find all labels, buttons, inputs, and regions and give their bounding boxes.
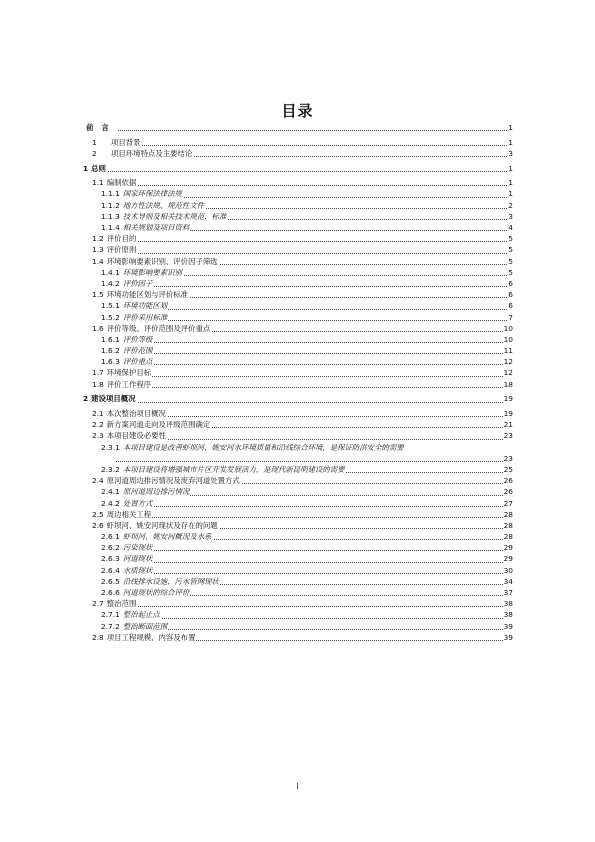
toc-entry-label: [83, 577, 220, 586]
toc-entry-page: 11: [503, 346, 513, 356]
toc-entry-number: 1.1.4: [101, 223, 120, 232]
toc-entry-number: 2.4: [92, 476, 104, 486]
toc-entry-number: 1.5: [92, 290, 104, 300]
toc-entry[interactable]: [83, 122, 513, 133]
toc-entry-number: 1.4.2: [101, 278, 120, 288]
toc-entry[interactable]: [83, 289, 513, 300]
toc-entry-number: 1.3: [92, 245, 104, 255]
toc-leader-dots: [83, 402, 513, 403]
toc-entry[interactable]: [83, 163, 513, 174]
toc-entry-number: 1.1: [92, 178, 104, 188]
toc-entry[interactable]: [83, 453, 513, 464]
toc-entry[interactable]: [83, 211, 513, 222]
toc-entry-title: 整治范围: [106, 599, 137, 609]
toc-entry[interactable]: [83, 419, 513, 430]
toc-entry-number: 1.1.1: [101, 189, 120, 199]
toc-entry[interactable]: [83, 356, 513, 367]
toc-entry[interactable]: [83, 233, 513, 244]
toc-entry-title: 评价工作程序: [106, 379, 152, 389]
toc-entry-page: 39: [503, 632, 513, 642]
toc-entry[interactable]: [83, 621, 513, 632]
toc-entry-title: 污染现状: [122, 543, 153, 553]
toc-entry-page: 5: [508, 256, 513, 266]
toc-entry-title: 评价等级: [122, 334, 153, 344]
toc-entry-label: [83, 510, 152, 519]
toc-entry-title: 整治断面范围: [122, 621, 168, 631]
toc-leader-dots: [83, 130, 513, 131]
toc-entry-page: 29: [503, 543, 513, 553]
toc-entry-page: 19: [503, 409, 513, 418]
toc-entry-number: 1.4: [92, 256, 104, 266]
toc-entry-page: 30: [503, 565, 513, 575]
toc-entry-title: 虾坝河、姚安河概况及水系: [122, 532, 212, 542]
toc-entry-number: 2.7.2: [101, 621, 120, 631]
toc-entry-label: [83, 346, 153, 355]
toc-entry-title: 评价范围: [122, 346, 153, 356]
toc-entry-page: 5: [508, 267, 513, 277]
toc-entry-label: [83, 380, 152, 389]
toc-entry-title: 环境功能区划与评价标准: [106, 290, 189, 300]
toc-entry-page: 26: [503, 476, 513, 486]
toc-entry-title: 河道现状: [122, 554, 153, 564]
toc-entry-label: [83, 599, 137, 608]
toc-entry-number: 2.7: [92, 599, 104, 609]
toc-entry-title: 虾坝河、姚安河现状及存在的问题: [106, 520, 218, 530]
toc-entry-title: 评价等级、评价范围及评价重点: [106, 323, 211, 333]
toc-entry-label: [83, 335, 153, 344]
toc-entry-page: 5: [508, 234, 513, 244]
toc-entry[interactable]: [83, 430, 513, 441]
toc-entry[interactable]: [83, 323, 513, 334]
toc-entry[interactable]: [83, 553, 513, 564]
toc-entry-number: 1.6.1: [101, 334, 120, 344]
toc-entry-title: 处置方式: [122, 498, 153, 508]
toc-entry[interactable]: [83, 256, 513, 267]
toc-entry-number: 2.2: [92, 420, 104, 430]
toc-entry-number: 1.1.2: [101, 200, 120, 210]
toc-entry[interactable]: [83, 632, 513, 643]
page-title: 目录: [281, 102, 314, 120]
toc-entry[interactable]: [83, 393, 513, 404]
toc-entry[interactable]: [83, 137, 513, 148]
toc-entry-label: [83, 521, 219, 530]
toc-entry-title: 建设项目概况: [91, 394, 136, 404]
toc-entry[interactable]: [83, 177, 513, 188]
toc-entry-title: 总则: [91, 163, 106, 173]
toc-entry-title: 国家环保法律法规: [122, 189, 182, 199]
toc-entry-title: 评价重点: [122, 357, 153, 367]
toc-entry-title: 本项目建设是改善虾坝河、姚安河水环境质量和沿线综合环境，是保证防洪安全的需要: [122, 442, 404, 452]
toc-entry[interactable]: [83, 486, 513, 497]
toc-entry-label: [83, 633, 196, 642]
toc-entry-label: [83, 324, 211, 333]
toc-entry[interactable]: [83, 408, 513, 419]
toc-entry[interactable]: [83, 531, 513, 542]
toc-entry-label: [83, 566, 153, 575]
toc-entry-number: 1.6: [92, 323, 104, 333]
toc-entry-page: 7: [508, 312, 513, 322]
toc-entry-title: 河道现状的综合评价: [122, 588, 190, 597]
toc-entry-label: [83, 301, 168, 310]
toc-entry[interactable]: [83, 278, 513, 289]
toc-entry-number: 2.6: [92, 520, 104, 530]
toc-entry-page: 2: [508, 200, 513, 210]
toc-entry[interactable]: [83, 334, 513, 345]
toc-entry-label: [83, 357, 153, 366]
toc-entry-title: 项目背景: [111, 137, 141, 147]
toc-entry-page: 1: [508, 189, 513, 199]
toc-entry-page: 5: [508, 245, 513, 255]
toc-entry[interactable]: [83, 475, 513, 486]
toc-entry-page: 25: [503, 464, 513, 474]
toc-entry-title: 原河道周边排污情况: [122, 487, 190, 497]
toc-entry-title: 地方性法规、规范性文件: [122, 200, 205, 210]
toc-entry-number: 2.6.2: [101, 543, 120, 553]
toc-entry-number: 2.8: [92, 632, 104, 642]
toc-entry-number: 2: [92, 148, 97, 158]
toc-entry-page: 12: [503, 357, 513, 367]
toc-entry-title: 前言: [86, 123, 117, 132]
toc-entry-number: 1.5.2: [101, 312, 120, 322]
toc-leader-dots: [83, 145, 513, 146]
toc-entry-title: 本项目建设将增强城市片区开发发展活力，是现代新昆明建设的需要: [122, 464, 345, 474]
toc-entry[interactable]: [83, 379, 513, 390]
toc-entry-page: 38: [503, 610, 513, 620]
toc-entry-title: 原河道周边排污情况及废弃河道处置方式: [106, 476, 240, 486]
toc-entry[interactable]: [83, 200, 513, 211]
toc-entry-page: 6: [508, 301, 513, 311]
toc-entry-label: [83, 554, 153, 563]
toc-entry[interactable]: [83, 312, 513, 323]
toc-entry-page: 19: [503, 394, 513, 404]
toc-entry[interactable]: [83, 267, 513, 278]
toc-entry-page: 28: [503, 509, 513, 519]
toc-entry-number: 2.6.3: [101, 554, 120, 564]
toc-entry-number: 2.3: [92, 431, 104, 441]
toc-entry-title: 本次整治项目概况: [106, 409, 166, 418]
toc-entry-title: 本项目建设必要性: [106, 431, 166, 441]
toc-entry-page: 28: [503, 532, 513, 542]
toc-entry-label: [83, 487, 190, 496]
toc-entry-title: 环境影响要素识别: [122, 267, 182, 277]
toc-entry[interactable]: [83, 222, 513, 233]
toc-entry-label: [83, 257, 219, 266]
toc-entry-number: 1.4.1: [101, 267, 120, 277]
toc-entry-page: 6: [508, 278, 513, 288]
toc-entry-title: 评价因子: [122, 278, 153, 288]
toc-entry-number: 1.2: [92, 234, 104, 244]
toc-entry-label: [83, 465, 346, 474]
toc-entry-page: 37: [503, 588, 513, 597]
toc-entry-title: 项目工程规模、内容及布置: [106, 632, 196, 642]
table-of-contents: [83, 122, 513, 643]
page-number: I: [296, 782, 299, 791]
toc-entry-label: [83, 409, 167, 418]
toc-entry-page: 38: [503, 599, 513, 609]
toc-entry-title: 编制依据: [106, 178, 137, 188]
toc-entry-page: 6: [508, 290, 513, 300]
toc-entry-page: 18: [503, 379, 513, 389]
toc-entry-page: 29: [503, 554, 513, 564]
toc-entry-label: [83, 454, 115, 463]
toc-entry[interactable]: [83, 148, 513, 159]
toc-entry[interactable]: [83, 300, 513, 311]
toc-entry-page: 1: [508, 123, 513, 132]
toc-entry-number: 1: [92, 137, 97, 147]
toc-entry-label: [83, 164, 107, 173]
toc-entry-title: 评价目的: [106, 234, 137, 244]
toc-entry-number: 2.6.1: [101, 532, 120, 542]
toc-entry-title: 相关规划及项目资料: [122, 223, 190, 232]
toc-leader-dots: [83, 241, 513, 242]
toc-entry-label: [83, 138, 142, 147]
toc-entry[interactable]: [83, 244, 513, 255]
toc-entry-number: 1.7: [92, 368, 104, 378]
toc-entry-number: 2.7.1: [101, 610, 120, 620]
toc-entry-label: [83, 499, 153, 508]
toc-entry-page: 3: [508, 148, 513, 158]
toc-entry-title: 技术导则及相关技术规范、标准: [122, 211, 227, 221]
toc-entry-page: 3: [508, 211, 513, 221]
toc-entry-page: 12: [503, 368, 513, 378]
toc-entry-label: [83, 290, 189, 299]
toc-entry-label: [83, 212, 227, 221]
toc-entry-title: 新方案河道走向及评级范围确定: [106, 420, 211, 430]
toc-entry-number: 2.6.4: [101, 565, 120, 575]
toc-entry[interactable]: [83, 565, 513, 576]
toc-entry-label: [83, 420, 211, 429]
toc-leader-dots: [83, 253, 513, 254]
toc-entry[interactable]: [83, 509, 513, 520]
toc-entry-page: 21: [503, 420, 513, 430]
toc-entry-number: 2.3.2: [101, 464, 120, 474]
toc-entry-number: 1: [83, 163, 89, 173]
toc-entry-label: [83, 268, 183, 277]
toc-entry-number: 2.4.1: [101, 487, 120, 497]
toc-entry[interactable]: [83, 542, 513, 553]
toc-entry-page: 28: [503, 520, 513, 530]
toc-entry-title: 环境保护目标: [106, 368, 152, 378]
toc-entry[interactable]: [83, 498, 513, 509]
toc-entry-number: 1.8: [92, 379, 104, 389]
toc-entry-label: [83, 245, 137, 254]
toc-entry-title: 周边相关工程: [106, 509, 152, 519]
toc-entry-page: 39: [503, 621, 513, 631]
toc-entry-page: 10: [503, 334, 513, 344]
toc-entry-title: 评价原则: [106, 245, 137, 255]
toc-entry-label: [83, 476, 241, 485]
toc-entry-number: 2.5: [92, 509, 104, 519]
toc-entry-number: 2.1: [92, 409, 104, 418]
toc-entry-label: [83, 368, 152, 377]
toc-entry-title: 环境影响要素识别、评价因子筛选: [106, 256, 218, 266]
toc-entry-number: 1.1.3: [101, 211, 120, 221]
toc-entry-number: 2.4.2: [101, 498, 120, 508]
toc-entry-label: [83, 543, 153, 552]
toc-entry-label: [83, 149, 193, 158]
toc-entry-page: 4: [508, 223, 513, 232]
toc-entry[interactable]: [83, 520, 513, 531]
toc-entry-label: [83, 610, 161, 619]
toc-entry-page: 1: [508, 163, 513, 173]
toc-entry[interactable]: [83, 587, 513, 598]
toc-entry-label: [83, 123, 118, 132]
toc-entry-label: [83, 431, 167, 440]
toc-entry-label: [83, 223, 190, 232]
toc-entry[interactable]: [83, 442, 513, 453]
toc-entry-number: 1.5.1: [101, 301, 120, 311]
toc-entry[interactable]: [83, 188, 513, 199]
toc-entry-label: [83, 622, 168, 631]
toc-entry-page: 34: [503, 576, 513, 586]
toc-entry-title: 水质现状: [122, 565, 153, 575]
toc-entry[interactable]: [83, 345, 513, 356]
toc-leader-dots: [83, 185, 513, 186]
toc-entry[interactable]: [83, 609, 513, 620]
toc-entry-page: 26: [503, 487, 513, 497]
toc-entry-label: [83, 234, 137, 243]
toc-entry-label: [83, 532, 213, 541]
toc-entry[interactable]: [83, 598, 513, 609]
toc-entry-page: 1: [508, 178, 513, 188]
toc-entry[interactable]: [83, 367, 513, 378]
toc-leader-dots: [83, 461, 513, 462]
toc-entry-page: 23: [503, 453, 513, 463]
toc-entry-label: [83, 588, 190, 597]
toc-entry-page: 1: [508, 137, 513, 147]
toc-entry-page: 10: [503, 323, 513, 333]
toc-entry-label: [83, 279, 153, 288]
toc-entry-title: 整治起止点: [122, 610, 160, 620]
toc-entry-label: [83, 201, 205, 210]
toc-entry-number: 1.6.3: [101, 357, 120, 367]
toc-entry-title: 沿线排水设施、污水管网现状: [122, 576, 219, 586]
toc-entry-number: 2: [83, 394, 89, 404]
toc-entry-label: [83, 443, 405, 452]
toc-entry-label: [83, 394, 137, 403]
toc-entry-number: 2.6.6: [101, 588, 120, 597]
toc-entry-title: 项目环境特点及主要结论: [111, 148, 193, 158]
toc-entry-page: 23: [503, 431, 513, 441]
toc-entry-label: [83, 189, 183, 198]
toc-leader-dots: [83, 606, 513, 607]
toc-entry-label: [83, 178, 137, 187]
toc-entry[interactable]: [83, 464, 513, 475]
toc-entry-number: 2.3.1: [101, 442, 120, 452]
toc-entry[interactable]: [83, 576, 513, 587]
toc-entry-number: 2.6.5: [101, 576, 120, 586]
toc-entry-label: [83, 313, 168, 322]
toc-entry-title: 评价采用标准: [122, 312, 168, 322]
toc-entry-page: 27: [503, 498, 513, 508]
toc-entry-title: 环境功能区划: [122, 301, 168, 311]
toc-leader-dots: [83, 171, 513, 172]
toc-entry-number: 1.6.2: [101, 346, 120, 356]
